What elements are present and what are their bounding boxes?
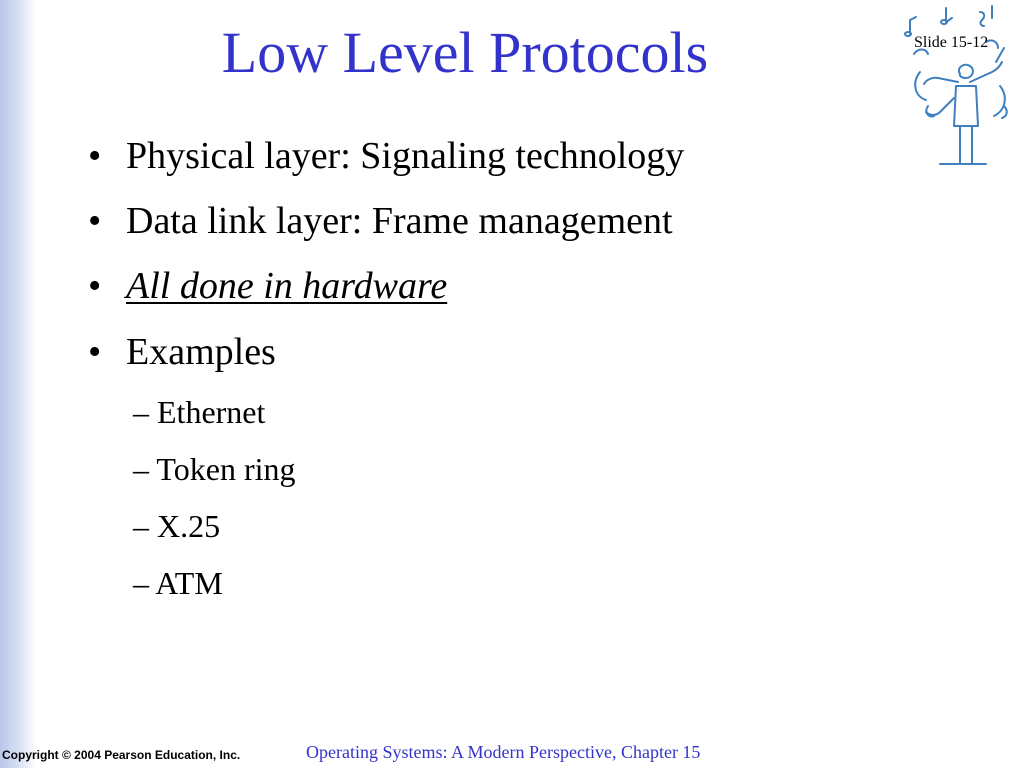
music-conductor-sketch-icon <box>900 2 1018 170</box>
slide-number: Slide 15-12 <box>914 34 989 51</box>
bullet-item-examples <box>88 330 276 374</box>
slide-title: Low Level Protocols <box>221 20 709 85</box>
sub-bullet-atm: – ATM <box>133 565 223 601</box>
book-reference: Operating Systems: A Modern Perspective, Chapter 15 <box>306 742 701 762</box>
bullet-item-physical-layer <box>88 134 685 178</box>
bullet-text: Examples <box>126 331 276 373</box>
sub-bullet-ethernet: – Ethernet <box>133 394 266 430</box>
sub-bullet-x25: – X.25 <box>133 508 221 544</box>
bullet-marker: • <box>88 331 102 373</box>
bullet-marker: • <box>88 200 102 242</box>
bullet-item-hardware <box>88 264 448 308</box>
bullet-marker: • <box>88 135 102 177</box>
bullet-text: Physical layer: Signaling technology <box>126 135 685 177</box>
copyright-notice: Copyright © 2004 Pearson Education, Inc. <box>2 748 241 762</box>
bullet-text: Data link layer: Frame management <box>126 200 673 242</box>
bullet-marker: • <box>88 265 102 307</box>
bullet-text: All done in hardware <box>126 265 448 307</box>
bullet-item-data-link-layer <box>88 199 673 243</box>
sub-bullet-token-ring: – Token ring <box>133 451 296 487</box>
left-gradient-bar <box>0 0 36 768</box>
